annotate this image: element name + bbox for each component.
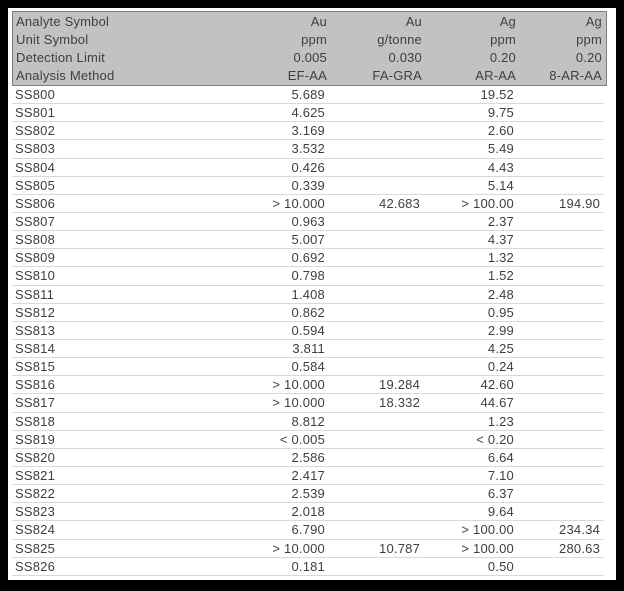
table-row [12,358,604,376]
value-col-3: 0.24 [487,359,514,375]
header-value: AR-AA [475,68,516,84]
value-col-1: 6.790 [291,522,325,538]
sample-id: SS823 [15,504,56,520]
value-col-2: 19.284 [379,377,420,393]
sample-id: SS804 [15,159,56,175]
table-row [12,304,604,322]
sample-id: SS811 [15,286,55,302]
value-col-1: 0.692 [291,250,325,266]
value-col-3: 4.43 [487,159,514,175]
value-col-1: 3.532 [291,141,325,157]
sample-id: SS808 [15,232,56,248]
sample-id: SS826 [15,558,56,574]
header-value: 0.005 [293,50,327,66]
value-col-2: 10.787 [379,540,420,556]
sample-id: SS803 [15,141,56,157]
value-col-1: 0.426 [291,159,325,175]
value-col-1: > 10.000 [272,195,325,211]
value-col-3: 5.49 [487,141,514,157]
value-col-2: 42.683 [379,195,420,211]
sample-id: SS809 [15,250,56,266]
sample-id: SS814 [15,341,56,357]
value-col-3: 1.32 [487,250,514,266]
header-label: Analysis Method [16,68,115,84]
sample-id: SS824 [15,522,56,538]
header-row-analysis-method [13,67,606,85]
value-col-3: 7.10 [487,468,514,484]
value-col-3: 0.95 [487,304,514,320]
value-col-1: 0.594 [291,322,325,338]
value-col-1: 0.181 [291,558,325,574]
value-col-1: 2.586 [291,449,325,465]
sample-id: SS821 [15,468,56,484]
report-sheet [8,8,616,580]
value-col-1: > 10.000 [272,395,325,411]
header-value: 0.20 [575,50,602,66]
header-row-detection-limit [13,49,606,67]
sample-id: SS813 [15,322,56,338]
value-col-3: 1.52 [487,268,514,284]
sample-id: SS806 [15,195,56,211]
value-col-3: 2.48 [487,286,514,302]
table-header [12,11,607,86]
value-col-1: 5.689 [291,87,325,103]
table-row [12,485,604,503]
table-row [12,558,604,576]
table-row [12,286,604,304]
sample-id: SS802 [15,123,56,139]
sample-id: SS825 [15,540,56,556]
value-col-3: > 100.00 [461,522,514,538]
value-col-1: 0.963 [291,214,325,230]
value-col-3: 9.64 [487,504,514,520]
header-value: ppm [490,31,516,47]
table-row [12,340,604,358]
header-label: Detection Limit [16,50,105,66]
sample-id: SS805 [15,177,56,193]
value-col-3: 1.23 [487,413,514,429]
value-col-1: 5.007 [291,232,325,248]
header-value: 8-AR-AA [549,68,602,84]
table-row [12,195,604,213]
value-col-1: 2.018 [291,504,325,520]
header-label: Analyte Symbol [16,13,110,29]
sample-id: SS819 [15,431,56,447]
value-col-3: 6.64 [487,449,514,465]
header-value: 0.030 [388,50,422,66]
header-value: Ag [499,13,516,29]
table-row [12,521,604,539]
table-row [12,413,604,431]
value-col-3: 44.67 [480,395,514,411]
value-col-3: 4.37 [487,232,514,248]
table-row [12,140,604,158]
header-value: Au [405,13,422,29]
header-value: FA-GRA [372,68,422,84]
header-value: Au [310,13,327,29]
value-col-4: 234.34 [559,522,600,538]
value-col-3: 5.14 [487,177,514,193]
sample-id: SS817 [15,395,56,411]
table-row [12,267,604,285]
value-col-3: 9.75 [487,105,514,121]
value-col-3: 42.60 [480,377,514,393]
sample-id: SS815 [15,359,56,375]
table-row [12,159,604,177]
value-col-3: > 100.00 [461,195,514,211]
table-row [12,249,604,267]
header-value: g/tonne [377,31,422,47]
header-row-analyte [13,12,606,30]
table-row [12,322,604,340]
sample-id: SS812 [15,304,56,320]
table-row [12,104,604,122]
table-row [12,540,604,558]
value-col-3: 2.60 [487,123,514,139]
value-col-1: > 10.000 [272,540,325,556]
header-value: Ag [585,13,602,29]
value-col-1: 4.625 [291,105,325,121]
sample-id: SS820 [15,449,56,465]
value-col-1: 8.812 [291,413,325,429]
sample-id: SS810 [15,268,56,284]
sample-id: SS801 [15,105,56,121]
table-row [12,177,604,195]
value-col-3: 2.37 [487,214,514,230]
value-col-3: 2.99 [487,322,514,338]
value-col-1: 1.408 [291,286,325,302]
table-row [12,231,604,249]
table-row [12,86,604,104]
table-row [12,213,604,231]
sample-id: SS800 [15,87,56,103]
sample-id: SS816 [15,377,56,393]
header-label: Unit Symbol [16,31,89,47]
value-col-4: 280.63 [559,540,600,556]
value-col-1: 3.811 [292,341,325,357]
table-row [12,467,604,485]
value-col-3: > 100.00 [461,540,514,556]
table-row [12,376,604,394]
sample-id: SS807 [15,214,56,230]
value-col-1: 0.862 [291,304,325,320]
table-row [12,449,604,467]
value-col-1: 0.798 [291,268,325,284]
header-row-unit [13,30,606,48]
header-value: ppm [301,31,327,47]
sample-id: SS818 [15,413,56,429]
header-value: ppm [576,31,602,47]
table-row [12,503,604,521]
value-col-3: 4.25 [487,341,514,357]
value-col-3: 6.37 [487,486,514,502]
sample-id: SS822 [15,486,56,502]
value-col-3: 0.50 [487,558,514,574]
value-col-1: 2.539 [291,486,325,502]
table-body [12,86,604,576]
table-row [12,431,604,449]
table-row [12,122,604,140]
value-col-1: 2.417 [291,468,325,484]
value-col-1: 0.584 [291,359,325,375]
value-col-1: 0.339 [291,177,325,193]
value-col-4: 194.90 [559,195,600,211]
header-value: 0.20 [489,50,516,66]
value-col-3: < 0.20 [476,431,514,447]
value-col-1: < 0.005 [279,431,325,447]
value-col-2: 18.332 [379,395,420,411]
value-col-1: > 10.000 [272,377,325,393]
value-col-1: 3.169 [291,123,325,139]
value-col-3: 19.52 [480,87,514,103]
table-row [12,394,604,412]
header-value: EF-AA [287,68,327,84]
